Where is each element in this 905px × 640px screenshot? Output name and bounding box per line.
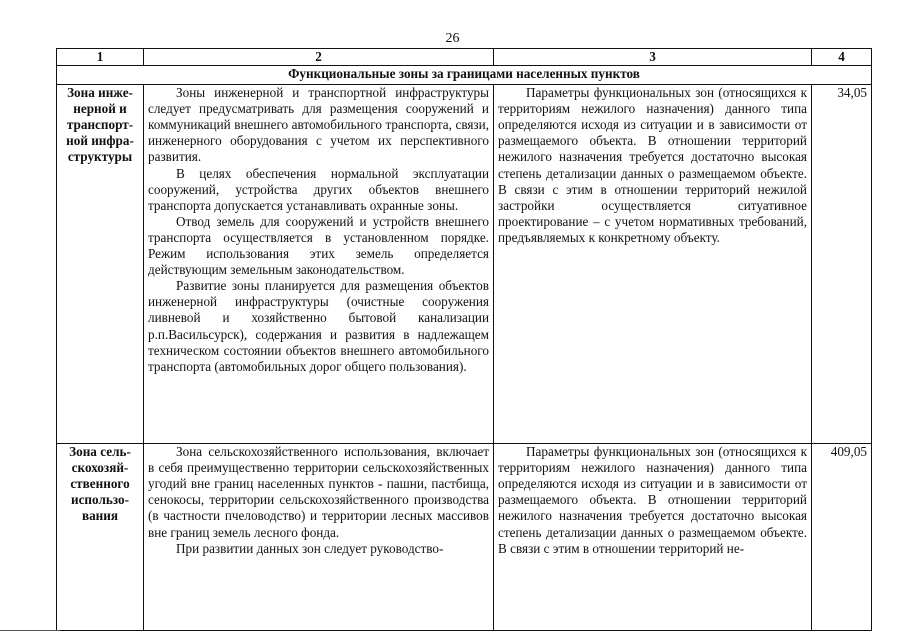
- zone-area: 34,05: [812, 85, 872, 444]
- header-col-3: 3: [494, 49, 812, 66]
- table-header-row: [57, 49, 872, 66]
- footer-divider: [0, 630, 60, 631]
- zone-name: Зона сель-скохозяй-ственного использо-вания: [57, 444, 144, 631]
- description-paragraph: Зоны инженерной и транспортной инфраструктуры следует предусматривать для размещения сооружений и коммуникаций внешнего автомобильного транспорта, связи, инженерного оборудования с учетом их перспективного развития.: [148, 85, 489, 165]
- zone-area: 409,05: [812, 444, 872, 631]
- description-paragraph: При развитии данных зон следует руководство-: [176, 540, 444, 556]
- page-number: 26: [445, 31, 460, 46]
- section-row: [57, 66, 872, 85]
- zone-description: [144, 444, 494, 631]
- description-paragraph: В целях обеспечения нормальной эксплуатации сооружений, устройства других объектов внешнего транспорта допускается устанавливать охранные зоны.: [148, 165, 489, 213]
- parameters-paragraph: Параметры функциональных зон (относящихся к территориям нежилого назначения) данного типа определяются исходя из ситуации и в зависимости от размещаемого объекта. В отношении территорий нежилого назначения требуется достаточно высокая степень детализации данных о размещаемом объекте. В связи с этим в отношении территорий нежилой застройки осуществляется ситуативное проектирование – с учетом нормативных требований, предъявляемых к конкретному объекту.: [498, 85, 807, 245]
- description-paragraph: Развитие зоны планируется для размещения объектов инженерной инфраструктуры (очистные сооружения ливневой и хозяйственно бытовой канализации р.п.Васильсурск), содержания и развития в надлежащем техническом состоянии объектов внешнего автомобильного транспорта (автомобильных дорог общего пользования).: [148, 278, 489, 374]
- header-col-4: 4: [812, 49, 872, 66]
- parameters-paragraph: Параметры функциональных зон (относящихся к территориям нежилого назначения) данного типа определяются исходя из ситуации и в зависимости от размещаемого объекта. В отношении территорий нежилого назначения требуется достаточно высокая степень детализации данных о размещаемом объекте. В связи с этим в отношении территорий не-: [498, 444, 807, 556]
- table-row: [57, 85, 872, 444]
- table-row: [57, 444, 872, 631]
- header-col-1: 1: [57, 49, 144, 66]
- description-paragraph: Зона сельскохозяйственного использования, включает в себя преимущественно территории сельскохозяйственных угодий вне границ населенных пунктов - пашни, пастбища, сенокосы, территории сельскохозяйственного производства (в частности пчеловодство) и территории лесных массивов вне границ земель лесного фонда.: [148, 444, 489, 540]
- zone-parameters: [494, 444, 812, 631]
- section-title: Функциональные зоны за границами населенных пунктов: [57, 66, 872, 85]
- zone-description: [144, 85, 494, 444]
- description-paragraph: Отвод земель для сооружений и устройств внешнего транспорта осуществляется в установленном порядке. Режим использования этих земель определяется действующим земельным законодательством.: [148, 213, 489, 278]
- zones-table: [56, 48, 872, 631]
- header-col-2: 2: [144, 49, 494, 66]
- zone-parameters: [494, 85, 812, 444]
- zone-name: Зона инже-нерной и транспорт-ной инфра-структуры: [57, 85, 144, 444]
